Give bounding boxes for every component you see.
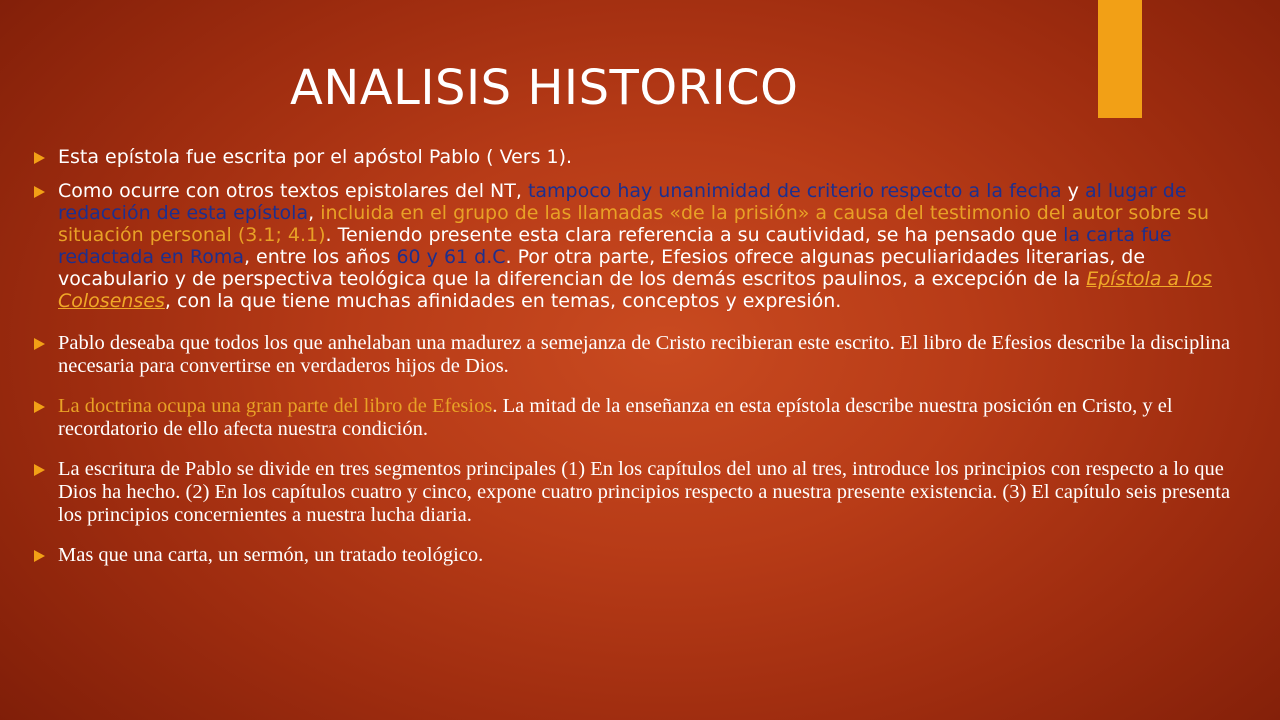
accent-bar: [1098, 0, 1142, 118]
bullet-text-run: . Teniendo presente esta clara referencia a su cautividad, se ha pensado que: [325, 224, 1064, 246]
arrow-bullet-icon: [34, 338, 45, 350]
bullet-item: [34, 458, 1256, 527]
bullet-text-run: . La mitad de la enseñanza en esta epístola describe nuestra posición en Cristo, y el recordatorio de ello afecta nuestra condición.: [58, 395, 1173, 440]
bullet-text-run: . Por otra parte, Efesios ofrece algunas peculiaridades literarias, de vocabulario y de perspectiva teológica que la diferencian de los demás escritos paulinos, a excepción de la: [58, 246, 1146, 290]
highlighted-text-run: tampoco hay unanimidad de criterio respecto a la fecha: [527, 180, 1062, 202]
bullet-text-run: y: [1061, 180, 1085, 202]
highlighted-text-run: La doctrina ocupa una gran parte del libro de Efesios: [58, 395, 493, 417]
slide-title: ANALISIS HISTORICO: [290, 60, 799, 116]
bullet-text: Esta epístola fue escrita por el apóstol Pablo ( Vers 1).: [58, 146, 573, 168]
bullet-item: [34, 180, 1256, 312]
arrow-bullet-icon: [34, 550, 45, 562]
highlighted-text-run: incluida en el grupo de las llamadas «de la prisión» a causa del testimonio del autor sobre su situación personal (3.1; 4.1): [58, 202, 1210, 246]
bullet-text-run: , con la que tiene muchas afinidades en temas, conceptos y expresión.: [164, 290, 842, 312]
bullet-text: Mas que una carta, un sermón, un tratado teológico.: [58, 544, 484, 566]
colosenses-link[interactable]: Epístola a los Colosenses: [58, 268, 1212, 312]
bullet-item: [34, 395, 1256, 441]
arrow-bullet-icon: [34, 401, 45, 413]
arrow-bullet-icon: [34, 152, 45, 164]
arrow-bullet-icon: [34, 186, 45, 198]
highlighted-text-run: al lugar de redacción de esta epístola: [58, 180, 1187, 224]
highlighted-text-run: 60 y 61 d.C: [396, 246, 506, 268]
bullet-text: Pablo deseaba que todos los que anhelaban una madurez a semejanza de Cristo recibieran este escrito. El libro de Efesios describe la disciplina necesaria para convertirse en verdaderos hijos de Dios.: [58, 332, 1231, 377]
bullet-list: [34, 146, 1256, 567]
bullet-item: [34, 332, 1256, 378]
arrow-bullet-icon: [34, 464, 45, 476]
highlighted-text-run: la carta fue redactada en Roma: [58, 224, 1172, 268]
bullet-text-run: , entre los años: [243, 246, 397, 268]
bullet-item: [34, 544, 1256, 567]
bullet-text-run: Como ocurre con otros textos epistolares del NT,: [58, 180, 528, 202]
bullet-text: La escritura de Pablo se divide en tres segmentos principales (1) En los capítulos del uno al tres, introduce los principios con respecto a lo que Dios ha hecho. (2) En los capítulos cuatro y cinco, expone cuatro principios respecto a nuestra presente existencia. (3) El capítulo seis presenta los principios concernientes a nuestra lucha diaria.: [58, 458, 1231, 526]
bullet-text-run: ,: [308, 202, 321, 224]
bullet-item: [34, 146, 1256, 168]
